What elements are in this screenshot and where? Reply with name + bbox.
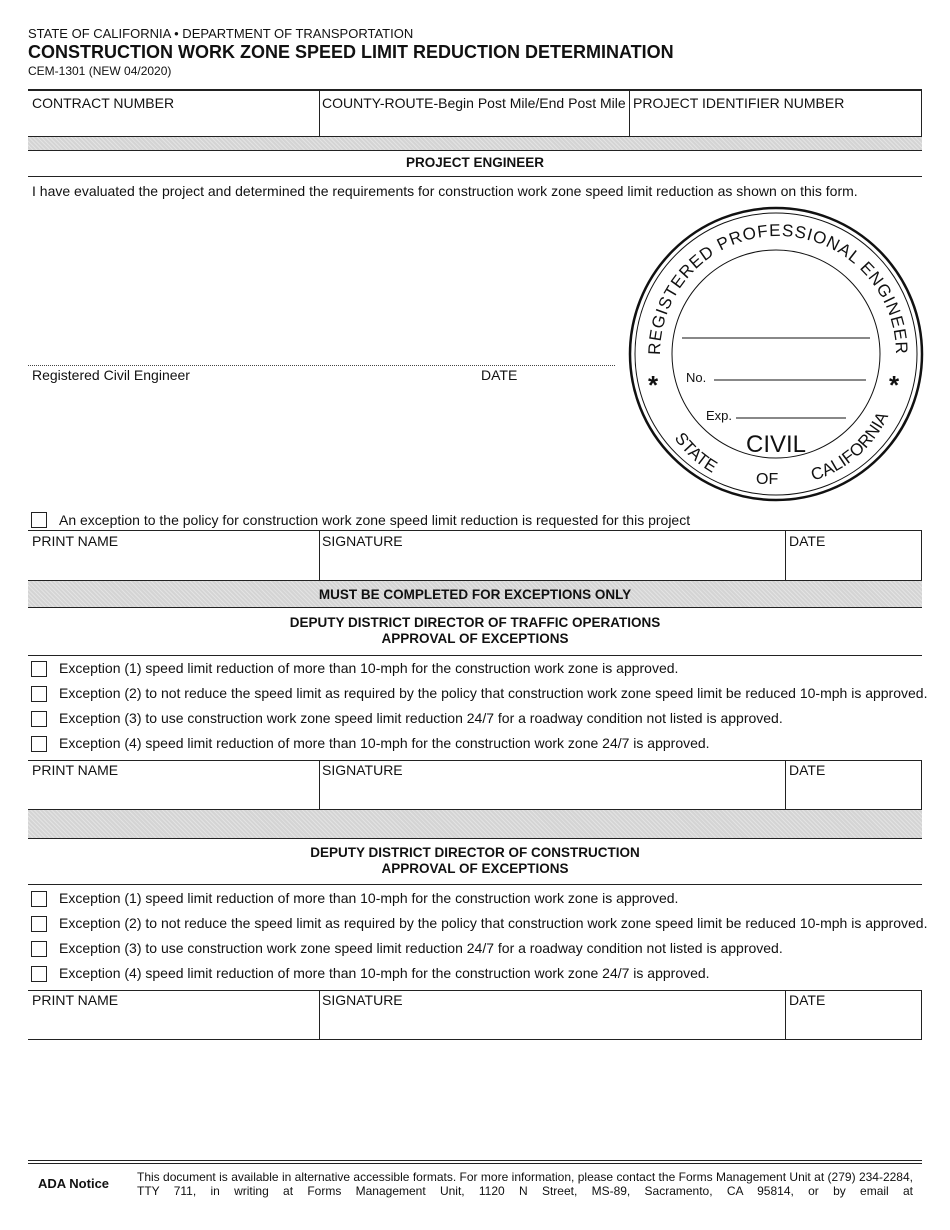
row-rule (28, 150, 922, 151)
shaded-band (28, 810, 922, 838)
construction-exception-3-checkbox[interactable] (31, 941, 47, 957)
ada-notice-title: ADA Notice (38, 1176, 110, 1191)
divider (319, 990, 320, 1039)
pe-date-field[interactable]: DATE (789, 533, 826, 549)
traffic-exception-2-checkbox[interactable] (31, 686, 47, 702)
row-rule (28, 884, 922, 885)
construction-heading-line1: DEPUTY DISTRICT DIRECTOR OF CONSTRUCTION (310, 845, 640, 860)
project-identifier-field[interactable]: PROJECT IDENTIFIER NUMBER (633, 95, 845, 111)
seal-of-text: OF (756, 471, 779, 488)
pe-print-name-field[interactable]: PRINT NAME (32, 533, 119, 549)
traffic-exception-4-label: Exception (4) speed limit reduction of more than 10-mph for the construction work zone 24/7 is approved. (59, 735, 710, 751)
exception-request-checkbox[interactable] (31, 512, 47, 528)
divider (319, 90, 320, 137)
project-engineer-heading: PROJECT ENGINEER (405, 155, 545, 170)
construction-print-name-field[interactable]: PRINT NAME (32, 992, 119, 1008)
construction-exception-3-label: Exception (3) to use construction work zone speed limit reduction 24/7 for a roadway condition not listed is approved. (59, 940, 783, 956)
county-route-field[interactable]: COUNTY-ROUTE-Begin Post Mile/End Post Mile (322, 95, 626, 111)
seal-center-ring (672, 250, 880, 458)
engineer-signature-line[interactable] (28, 365, 615, 366)
seal-no-label: No. (686, 370, 707, 385)
divider (785, 990, 786, 1039)
footer-rule (28, 1163, 922, 1164)
construction-signature-field[interactable]: SIGNATURE (322, 992, 403, 1008)
traffic-ops-heading-line2: APPROVAL OF EXCEPTIONS (381, 631, 569, 646)
engineer-date-label: DATE (481, 367, 518, 383)
registered-civil-engineer-label: Registered Civil Engineer (32, 367, 190, 383)
row-rule (28, 530, 922, 531)
engineer-statement: I have evaluated the project and determined the requirements for construction work zone speed limit reduction as shown on this form. (32, 183, 858, 199)
divider (921, 760, 922, 809)
seal-star-left: * (648, 370, 659, 400)
construction-heading-line2: APPROVAL OF EXCEPTIONS (381, 861, 569, 876)
traffic-exception-3-checkbox[interactable] (31, 711, 47, 727)
seal-civil-text: CIVIL (745, 431, 807, 458)
exception-request-label: An exception to the policy for construction work zone speed limit reduction is requested for this project (59, 512, 691, 528)
seal-state-text: STATE (670, 428, 721, 477)
engineer-seal (626, 206, 926, 506)
construction-date-field[interactable]: DATE (789, 992, 826, 1008)
ada-line-2: TTY 711, in writing at Forms Management Unit, 1120 N Street, MS-89, Sacramento, CA 95814, or by email at (137, 1184, 913, 1198)
row-rule (28, 655, 922, 656)
footer-rule (28, 1160, 922, 1161)
ada-line-1: This document is available in alternative accessible formats. For more information, please contact the Forms Management Unit at (279) 234-2284, (137, 1170, 913, 1184)
construction-exception-1-label: Exception (1) speed limit reduction of more than 10-mph for the construction work zone is approved. (59, 890, 679, 906)
top-rule (28, 89, 922, 91)
construction-exception-4-label: Exception (4) speed limit reduction of more than 10-mph for the construction work zone 24/7 is approved. (59, 965, 710, 981)
seal-california-text: CALIFORNIA (808, 408, 893, 485)
traffic-exception-1-checkbox[interactable] (31, 661, 47, 677)
traffic-print-name-field[interactable]: PRINT NAME (32, 762, 119, 778)
pe-signature-field[interactable]: SIGNATURE (322, 533, 403, 549)
traffic-exception-4-checkbox[interactable] (31, 736, 47, 752)
agency-header: STATE OF CALIFORNIA • DEPARTMENT OF TRANSPORTATION (28, 26, 414, 41)
contract-number-field[interactable]: CONTRACT NUMBER (32, 95, 175, 111)
divider (785, 530, 786, 580)
traffic-exception-3-label: Exception (3) to use construction work zone speed limit reduction 24/7 for a roadway condition not listed is approved. (59, 710, 783, 726)
row-rule (28, 176, 922, 177)
form-number: CEM-1301 (NEW 04/2020) (28, 64, 172, 78)
shaded-band (28, 137, 922, 150)
construction-exception-2-label: Exception (2) to not reduce the speed limit as required by the policy that construction work zone speed limit be reduced 10-mph is approved. (59, 915, 928, 931)
row-rule (28, 990, 922, 991)
traffic-date-field[interactable]: DATE (789, 762, 826, 778)
divider (319, 760, 320, 809)
construction-exception-2-checkbox[interactable] (31, 916, 47, 932)
traffic-exception-1-label: Exception (1) speed limit reduction of more than 10-mph for the construction work zone is approved. (59, 660, 679, 676)
divider (319, 530, 320, 580)
divider (785, 760, 786, 809)
row-rule (28, 1039, 922, 1040)
traffic-exception-2-label: Exception (2) to not reduce the speed limit as required by the policy that construction work zone speed limit be reduced 10-mph is approved. (59, 685, 928, 701)
construction-exception-1-checkbox[interactable] (31, 891, 47, 907)
row-rule (28, 607, 922, 608)
divider (921, 530, 922, 580)
row-rule (28, 838, 922, 839)
traffic-signature-field[interactable]: SIGNATURE (322, 762, 403, 778)
form-title: CONSTRUCTION WORK ZONE SPEED LIMIT REDUCTION DETERMINATION (28, 42, 674, 62)
ada-notice-text (137, 1170, 913, 1198)
divider (629, 90, 630, 137)
divider (921, 990, 922, 1039)
seal-star-right: * (889, 370, 900, 400)
exceptions-only-banner: MUST BE COMPLETED FOR EXCEPTIONS ONLY (318, 587, 632, 602)
divider (921, 90, 922, 137)
row-rule (28, 760, 922, 761)
construction-exception-4-checkbox[interactable] (31, 966, 47, 982)
seal-exp-label: Exp. (706, 408, 733, 423)
seal-top-text: REGISTERED PROFESSIONAL ENGINEER (644, 220, 912, 356)
traffic-ops-heading-line1: DEPUTY DISTRICT DIRECTOR OF TRAFFIC OPERATIONS (289, 615, 661, 630)
